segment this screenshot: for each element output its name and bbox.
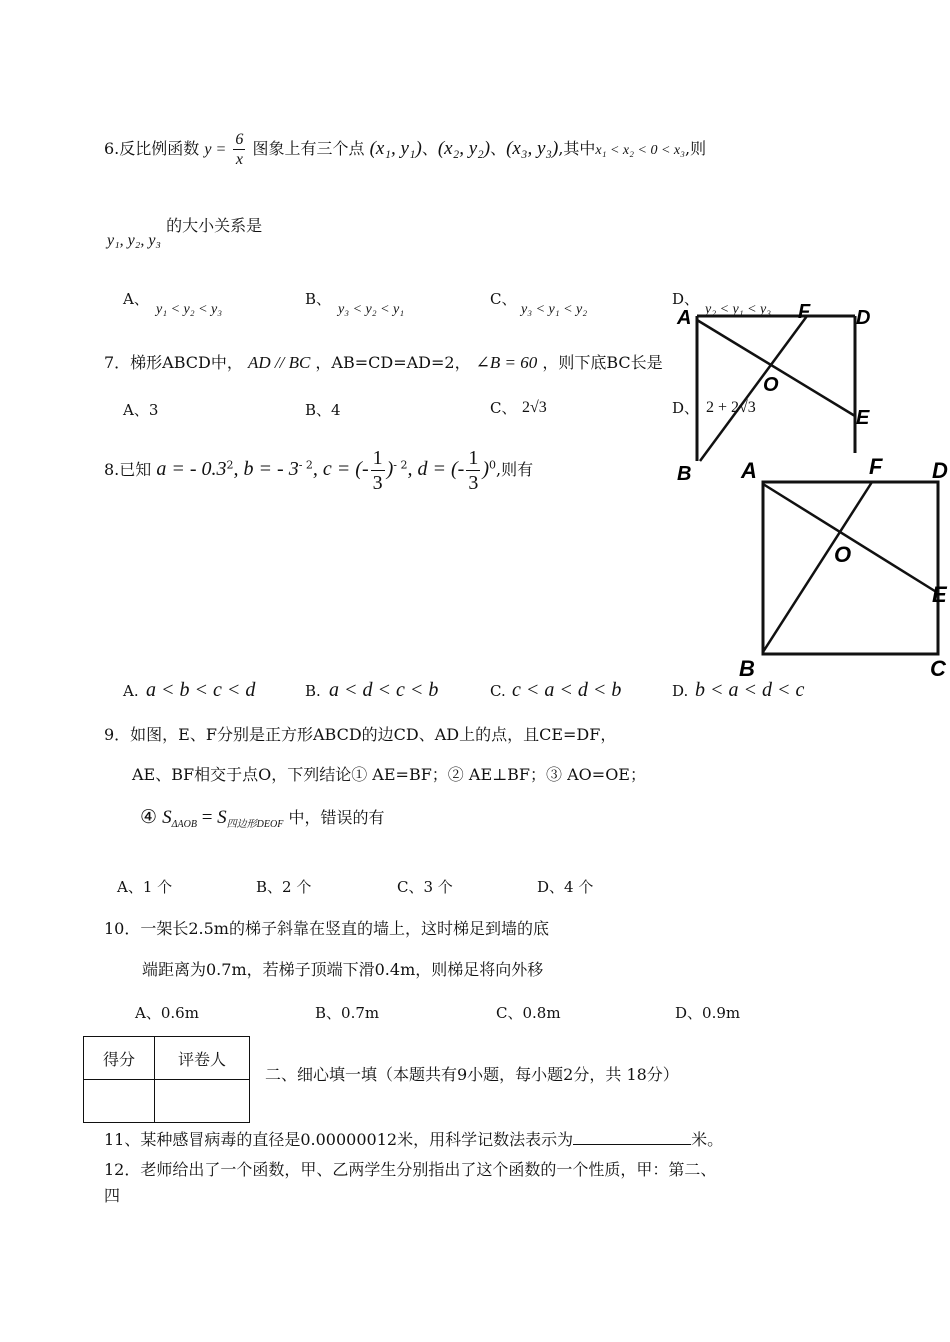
q6-option-b-expr: y₃ < y₂ < y₁ — [338, 302, 405, 317]
q8-option-a-expr: a < b < c < d — [146, 679, 256, 701]
fig1-label-a: A — [677, 307, 692, 329]
q8-a: a = - 0.3 — [156, 458, 227, 480]
q9-line1: 9．如图，E、F分别是正方形ABCD的边CD、AD上的点，且CE=DF， — [104, 725, 617, 744]
q9-line3 — [140, 806, 384, 831]
q9-option-d: D、4 个 — [537, 878, 594, 896]
score-header-grader: 评卷人 — [155, 1037, 250, 1080]
q7-option-b: B、4 — [305, 401, 341, 419]
q6-sep1: 、 — [421, 139, 438, 159]
q7-option-d-expr: 2 + 2√3 — [706, 399, 756, 416]
q8-d-fraction — [466, 446, 480, 495]
q7-parallel: AD // BC — [247, 353, 311, 372]
q8-option-b-label: B. — [305, 682, 321, 700]
q7-angle: ∠B = 60 — [475, 353, 538, 372]
q8-d-exp: 0 — [489, 458, 496, 472]
q6-tail: 的大小关系是 — [166, 216, 263, 235]
q6-condition: x₁ < x₂ < 0 < x₃ — [595, 143, 685, 159]
q8-d-frac-num: 1 — [468, 447, 479, 469]
q12-line2: 四 — [104, 1186, 121, 1205]
q6-option-c-expr: y₃ < y₁ < y₂ — [521, 302, 588, 317]
q9-s1: S — [162, 807, 172, 828]
q10-option-d: D、0.9m — [675, 1004, 741, 1022]
q8-a-exp: 2 — [226, 458, 234, 472]
q9-option-c: C、3 个 — [397, 878, 453, 896]
q7-tail: ，则下底BC长是 — [542, 353, 663, 372]
q7-option-c-label: C、 — [490, 399, 517, 417]
q6-option-c-label: C、 — [490, 290, 517, 308]
q6-line1 — [104, 130, 706, 169]
q8-option-b-expr: a < d < c < b — [329, 679, 439, 701]
q9-s2-sub: 四边形DEOF — [226, 819, 284, 831]
q8-c-exp: - 2 — [393, 458, 408, 472]
q8-d: , d = (- — [407, 458, 465, 480]
q7-option-a: A、3 — [123, 401, 159, 419]
q7-mid: ，AB=CD=AD=2， — [315, 353, 471, 372]
q8-prefix: 8.已知 — [104, 460, 152, 479]
q6-option-a-label: A、 — [123, 290, 149, 308]
fig1-label-d: D — [856, 307, 871, 329]
q8-c-frac-den: 3 — [372, 472, 383, 494]
q6-cond-lead: ,其中 — [558, 139, 596, 159]
score-table — [83, 1036, 250, 1123]
q8-b: , b = - 3 — [233, 458, 299, 480]
q11-unit: 米。 — [691, 1130, 724, 1149]
q9-s1-sub: ΔAOB — [171, 819, 197, 831]
q6-sep2: 、 — [490, 139, 507, 159]
q10-option-a: A、0.6m — [135, 1004, 199, 1022]
q8-option-c-expr: c < a < d < b — [512, 679, 622, 701]
q8-option-d-expr: b < a < d < c — [695, 679, 805, 701]
q8-d-frac-den: 3 — [468, 472, 479, 494]
q10-option-b: B、0.7m — [315, 1004, 380, 1022]
q7-prefix: 7．梯形ABCD中， — [104, 353, 243, 372]
q6-option-a-expr: y₁ < y₂ < y₃ — [156, 302, 223, 317]
q6-y-eq: y = — [204, 141, 227, 159]
q8-option-d-label: D. — [672, 682, 689, 700]
q8-c-fraction — [371, 446, 385, 495]
fig1-label-b: B — [677, 463, 692, 485]
q6-line2 — [107, 216, 263, 249]
section-2-heading: 二、细心填一填（本题共有9小题，每小题2分，共 18分） — [265, 1065, 679, 1084]
q9-option-a: A、1 个 — [117, 878, 173, 896]
q6-mid: 图象上有三个点 — [252, 139, 365, 159]
q6-cond-end: ,则 — [685, 139, 707, 159]
q6-vars: y₁, y₂, y₃ — [107, 232, 161, 249]
fig2-line-bf — [763, 482, 872, 652]
q8-c-frac-num: 1 — [372, 447, 383, 469]
q9-option-b: B、2 个 — [256, 878, 312, 896]
score-cell-grader[interactable] — [155, 1080, 250, 1123]
q8-option-c-label: C. — [490, 682, 506, 700]
score-cell-score[interactable] — [84, 1080, 155, 1123]
q7-line — [104, 353, 663, 373]
q6-option-d-expr: y₂ < y₁ < y₃ — [705, 302, 772, 317]
q11-text: 11、某种感冒病毒的直径是0.00000012米，用科学记数法表示为 — [104, 1130, 574, 1149]
q8-d-close: ) — [482, 458, 489, 480]
q8-tail: ,则有 — [496, 460, 534, 479]
q6-prefix: 6.反比例函数 — [104, 139, 200, 159]
fig2-label-b: B — [739, 656, 755, 680]
q10-line2: 端距离为0.7m，若梯子顶端下滑0.4m，则梯足将向外移 — [142, 960, 544, 979]
q6-frac-num: 6 — [233, 130, 245, 150]
fig2-label-f: F — [869, 454, 883, 479]
fig2-label-d: D — [932, 458, 948, 483]
fig2-line-ae — [763, 484, 938, 593]
q10-line1: 10．一架长2.5m的梯子斜靠在竖直的墙上，这时梯足到墙的底 — [104, 919, 549, 938]
q8-option-a-label: A. — [123, 682, 139, 700]
q9-tail: 中，错误的有 — [288, 808, 385, 827]
q6-frac-den: x — [235, 151, 243, 169]
q7-option-d-label: D、 — [672, 399, 700, 417]
q8-b-exp: - 2 — [298, 458, 313, 472]
q6-point-2: (x₂, y₂) — [437, 138, 491, 160]
q11-line — [104, 1130, 723, 1149]
fig2-label-e: E — [932, 582, 947, 607]
q8-line — [104, 446, 533, 495]
fig1-label-e: E — [856, 407, 870, 429]
q9-s2: S — [217, 807, 227, 828]
q6-fraction — [233, 130, 245, 169]
q6-point-3: (x₃, y₃) — [506, 138, 559, 160]
fig1-line-ae — [697, 320, 855, 416]
q10-option-c: C、0.8m — [496, 1004, 561, 1022]
fig2-label-o: O — [834, 542, 852, 567]
q6-option-b-label: B、 — [305, 290, 332, 308]
q12-line1: 12．老师给出了一个函数，甲、乙两学生分别指出了这个函数的一个性质，甲：第二、 — [104, 1160, 717, 1179]
fig1-label-o: O — [763, 374, 779, 396]
q9-eq: = — [196, 807, 218, 828]
q8-c: , c = (- — [312, 458, 369, 480]
q7-option-c-expr: 2√3 — [522, 399, 547, 416]
q9-line2: AE、BF相交于点O，下列结论① AE=BF；② AE⊥BF；③ AO=OE； — [132, 765, 646, 784]
score-header-score: 得分 — [84, 1037, 155, 1080]
fig2-square — [763, 482, 938, 654]
q9-circle-4: ④ — [140, 806, 158, 828]
figure-square-large — [736, 450, 950, 680]
fig1-label-f: F — [798, 301, 811, 323]
fig1-line-bf — [700, 316, 807, 461]
q11-answer-blank[interactable] — [573, 1130, 691, 1145]
q8-c-close: ) — [386, 458, 394, 480]
q6-option-d-label: D、 — [672, 290, 700, 308]
fig2-label-a: A — [741, 458, 757, 483]
q6-point-1: (x₁, y₁) — [369, 138, 422, 160]
fig2-label-c: C — [930, 656, 946, 680]
